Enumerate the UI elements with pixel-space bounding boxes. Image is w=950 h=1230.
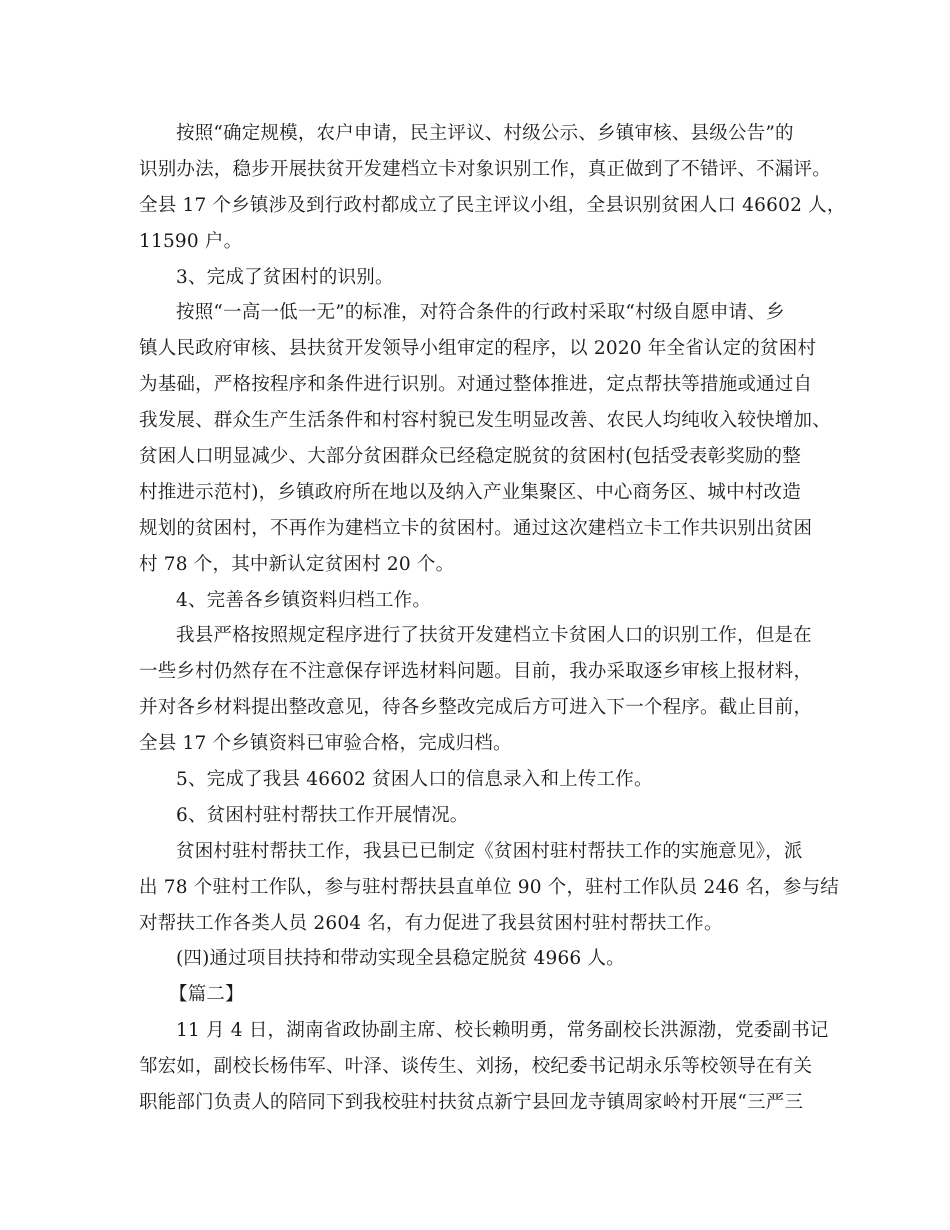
- paragraph-line: 邹宏如，副校长杨伟军、叶泽、谈传生、刘扬，校纪委书记胡永乐等校领导在有关: [139, 1056, 813, 1078]
- paragraph-line: 贫困村驻村帮扶工作，我县已已制定《贫困村驻村帮扶工作的实施意见》，派: [176, 840, 803, 862]
- paragraph-line: 职能部门负责人的陪同下到我校驻村扶贫点新宁县回龙寺镇周家岭村开展“三严三: [139, 1092, 804, 1114]
- paragraph-line: 11 月 4 日，湖南省政协副主席、校长赖明勇，常务副校长洪源渤，党委副书记: [176, 1020, 829, 1042]
- paragraph-line: 按照“确定规模，农户申请，民主评议、村级公示、乡镇审核、县级公告”的: [176, 123, 794, 144]
- paragraph-line: 对帮扶工作各类人员 2604 名，有力促进了我县贫困村驻村帮扶工作。: [139, 912, 723, 934]
- paragraph-line: 村 78 个，其中新认定贫困村 20 个。: [139, 553, 455, 575]
- paragraph-line: 规划的贫困村，不再作为建档立卡的贫困村。通过这次建档立卡工作共识别出贫困: [139, 517, 813, 539]
- paragraph-line: 全县 17 个乡镇资料已审验合格，完成归档。: [139, 733, 512, 755]
- paragraph-line: 我县严格按照规定程序进行了扶贫开发建档立卡贫困人口的识别工作，但是在: [176, 625, 812, 647]
- paragraph-line: 镇人民政府审核、县扶贫开发领导小组审定的程序，以 2020 年全省认定的贫困村: [139, 338, 817, 360]
- paragraph-line: 为基础，严格按程序和条件进行识别。对通过整体推进，定点帮扶等措施或通过自: [139, 374, 813, 396]
- document-body: [139, 116, 846, 1121]
- section-heading: 3、完成了贫困村的识别。: [176, 266, 394, 288]
- paragraph-line: 按照“一高一低一无”的标准，对符合条件的行政村采取“村级自愿申请、乡: [176, 302, 785, 324]
- section-heading: (四)通过项目扶持和带动实现全县稳定脱贫 4966 人。: [176, 948, 625, 970]
- paragraph-line: 一些乡村仍然存在不注意保存评选材料问题。目前，我办采取逐乡审核上报材料，: [139, 661, 813, 683]
- article-heading: 【篇二】: [169, 984, 244, 1006]
- paragraph-line: 我发展、群众生产生活条件和村容村貌已发生明显改善、农民人均纯收入较快增加、: [139, 410, 831, 432]
- paragraph-line: 并对各乡材料提出整改意见，待各乡整改完成后方可进入下一个程序。截止目前，: [139, 697, 813, 719]
- paragraph-line: 11590 户。: [139, 230, 243, 252]
- paragraph-line: 村推进示范村)，乡镇政府所在地以及纳入产业集聚区、中心商务区、城中村改造: [139, 481, 801, 503]
- paragraph-line: 全县 17 个乡镇涉及到行政村都成立了民主评议小组，全县识别贫困人口 46602 人，: [139, 194, 846, 216]
- paragraph-line: 出 78 个驻村工作队，参与驻村帮扶县直单位 90 个，驻村工作队员 246 名，参与结: [139, 876, 839, 898]
- section-heading: 6、贫困村驻村帮扶工作开展情况。: [176, 804, 469, 826]
- paragraph-line: 识别办法，稳步开展扶贫开发建档立卡对象识别工作，真正做到了不错评、不漏评。: [139, 158, 831, 180]
- section-heading: 4、完善各乡镇资料归档工作。: [176, 589, 432, 611]
- paragraph-line: 贫困人口明显减少、大部分贫困群众已经稳定脱贫的贫困村(包括受表彰奖励的整: [139, 446, 801, 468]
- section-heading: 5、完成了我县 46602 贫困人口的信息录入和上传工作。: [176, 769, 653, 791]
